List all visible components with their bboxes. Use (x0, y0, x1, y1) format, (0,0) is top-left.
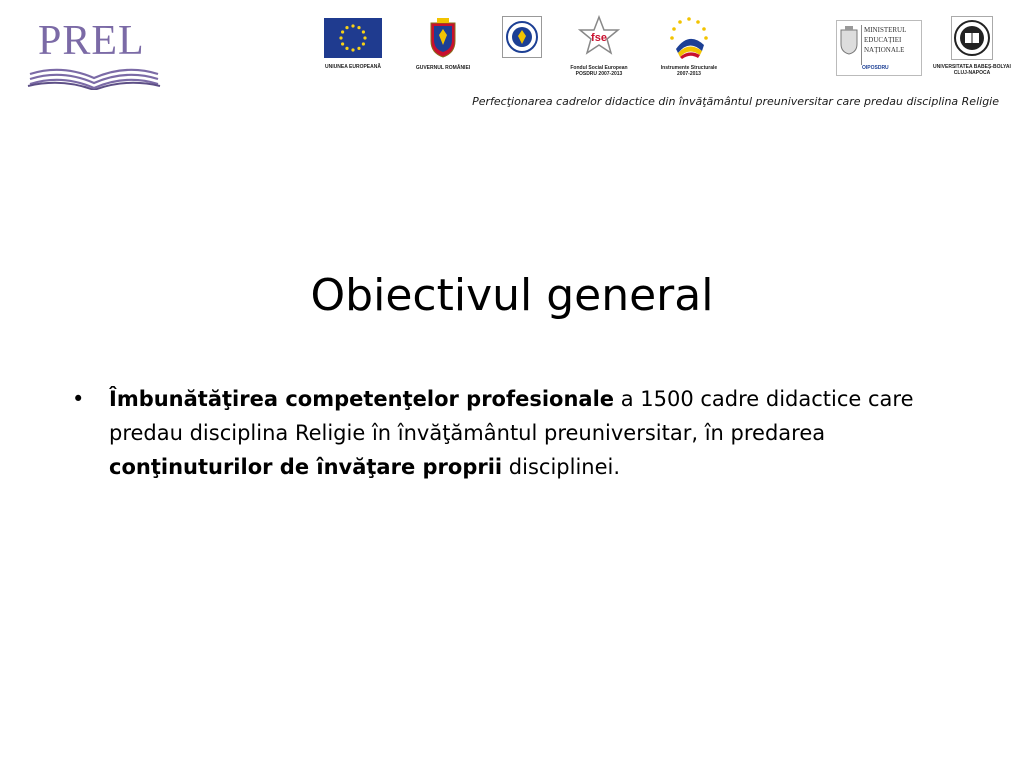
prel-logo (26, 20, 162, 92)
ministry-crest-icon (839, 26, 859, 56)
ubb-logo (933, 16, 1011, 76)
instrumente-structurale-logo (660, 15, 718, 77)
logo-caption: Instrumente Structurale (660, 65, 718, 71)
fse-logo (570, 15, 628, 77)
emblem-icon (502, 16, 542, 58)
bold-phrase: Îmbunătăţirea competenţelor profesionale (109, 387, 615, 411)
logo-caption: GUVERNUL ROMÂNIEI (415, 65, 471, 71)
ubb-seal-icon (951, 16, 993, 60)
logo-caption: CLUJ-NAPOCA (953, 70, 991, 76)
body-text: a 1500 cadre didactice care predau disciplina Religie în învăţământul preuniversitar, în predarea (109, 387, 914, 445)
svg-text:fse: fse (591, 32, 607, 44)
slide-title: Obiectivul general (310, 270, 714, 321)
logo-caption: Fondul Social European (570, 65, 628, 71)
logo-caption: UNIVERSITATEA BABEȘ-BOLYAI (933, 64, 1011, 70)
ministry-emblem-logo (502, 16, 542, 58)
ministry-name-line: NAȚIONALE (864, 46, 905, 54)
structural-instruments-icon (668, 15, 710, 59)
bold-phrase: conţinuturilor de învăţare proprii (109, 455, 503, 479)
ministry-name-line: MINISTERUL (864, 26, 907, 34)
ministry-name-line: EDUCAȚIEI (864, 36, 902, 44)
fse-star-icon (578, 15, 620, 59)
coat-of-arms-icon (428, 17, 458, 59)
eu-flag-logo (324, 18, 382, 70)
open-book-icon (26, 62, 162, 90)
body-text: disciplinei. (502, 455, 621, 479)
bullet-marker: • (72, 387, 85, 411)
logo-caption: POSDRU 2007-2013 (575, 71, 623, 77)
logo-caption: 2007-2013 (677, 71, 701, 77)
bullet-item (109, 382, 952, 484)
oiposdru-label: OIPOSDRU (862, 65, 889, 71)
bullet-list (72, 382, 952, 484)
ministerul-educatiei-logo (836, 20, 922, 76)
eu-flag-icon (324, 18, 382, 58)
header-caption: Perfecţionarea cadrelor didactice din învăţământul preuniversitar care predau disciplina Religie (472, 95, 999, 108)
romanian-coat-of-arms-logo (415, 17, 471, 71)
prel-logo-text: PREL (38, 18, 145, 64)
logo-caption: UNIUNEA EUROPEANĂ (325, 64, 381, 70)
